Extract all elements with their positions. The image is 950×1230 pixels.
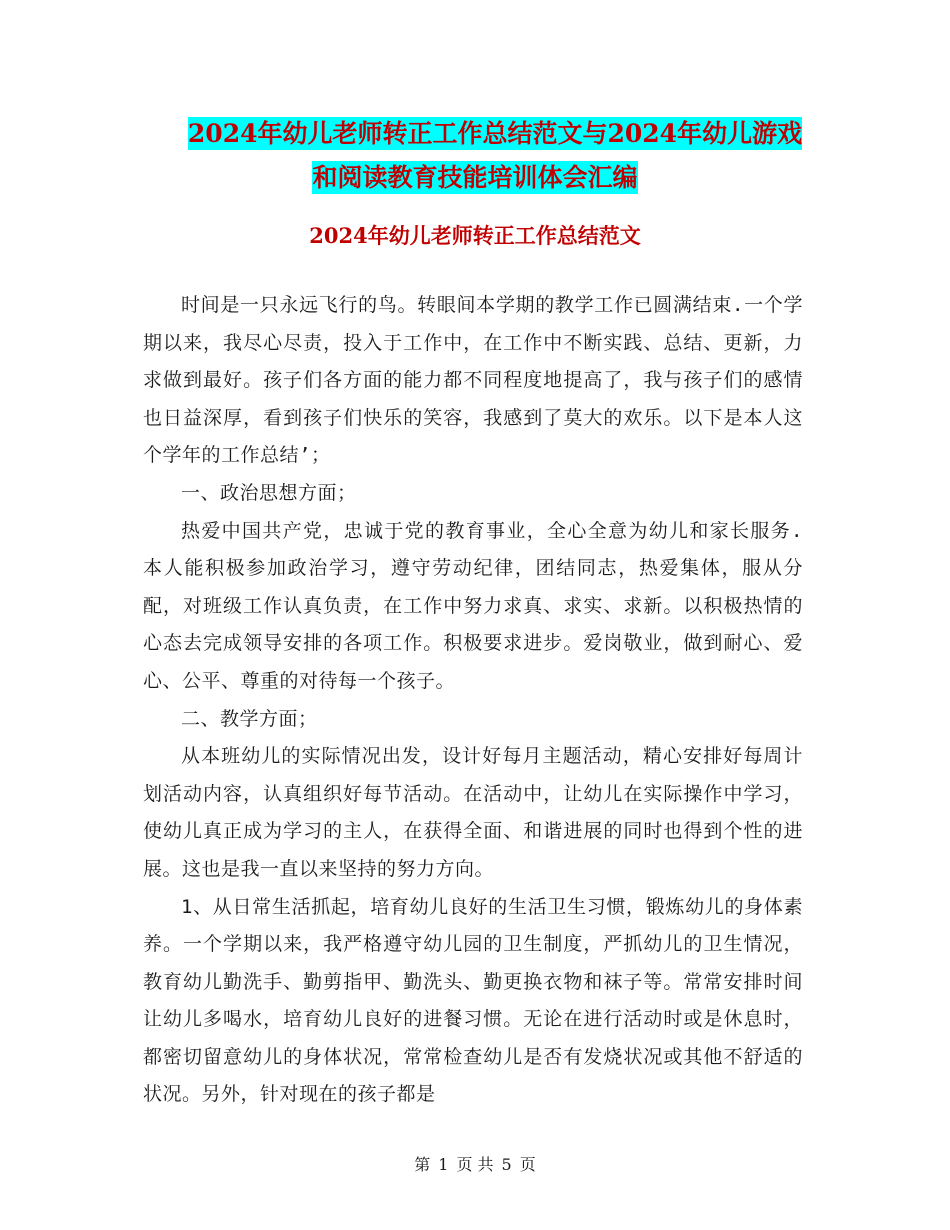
footer-page-number: 1 — [438, 1155, 449, 1174]
title-highlight: 和阅读教育技能培训体会汇编 — [312, 163, 638, 192]
footer-total-pages: 5 — [501, 1155, 512, 1174]
paragraph-intro: 时间是一只永远飞行的鸟。转眼间本学期的教学工作已圆满结束.一个学期以来，我尽心尽责，投入于工作中，在工作中不断实践、总结、更新，力求做到最好。孩子们各方面的能力都不同程度地提高了，我与孩子们的感情也日益深厚，看到孩子们快乐的笑容，我感到了莫大的欢乐。以下是本人这个学年的工作总结’； — [143, 294, 803, 467]
page-footer — [0, 1152, 950, 1175]
paragraph-teaching: 从本班幼儿的实际情况出发，设计好每月主题活动，精心安排好每周计划活动内容，认真组织好每节活动。在活动中，让幼儿在实际操作中学习，使幼儿真正成为学习的主人，在获得全面、和谐进展的同时也得到个性的进展。这也是我一直以来坚持的努力方向。 — [143, 745, 803, 880]
document-title-line-2 — [0, 156, 950, 200]
heading-political: 一、政治思想方面； — [181, 481, 357, 504]
document-title — [0, 112, 950, 200]
heading-teaching: 二、教学方面； — [181, 707, 318, 730]
paragraph-political: 热爱中国共产党，忠诚于党的教育事业，全心全意为幼儿和家长服务. 本人能积极参加政治学习，遵守劳动纪律，团结同志，热爱集体，服从分配，对班级工作认真负责，在工作中努力求真、求实、求新。以积极热情的心态去完成领导安排的各项工作。积极要求进步。爱岗敬业，做到耐心、爱心、公平、尊重的对待每一个孩子。 — [143, 519, 803, 692]
document-title-line-1 — [0, 112, 950, 156]
title-highlight: 2024年幼儿老师转正工作总结范文与2024年幼儿游戏 — [187, 119, 803, 148]
document-body — [143, 287, 803, 1114]
footer-suffix: 页 — [519, 1155, 536, 1174]
section-title: 2024年幼儿老师转正工作总结范文 — [309, 223, 641, 248]
footer-middle: 页 共 — [456, 1155, 494, 1174]
paragraph-daily-life: 1、从日常生活抓起，培育幼儿良好的生活卫生习惯，锻炼幼儿的身体素养。一个学期以来，我严格遵守幼儿园的卫生制度，严抓幼儿的卫生情况，教育幼儿勤洗手、勤剪指甲、勤洗头、勤更换衣物和袜子等。常常安排时间让幼儿多喝水，培育幼儿良好的进餐习惯。无论在进行活动时或是休息时，都密切留意幼儿的身体状况，常常检查幼儿是否有发烧状况或其他不舒适的状况。另外，针对现在的孩子都是 — [143, 895, 803, 1106]
footer-prefix: 第 — [414, 1155, 431, 1174]
